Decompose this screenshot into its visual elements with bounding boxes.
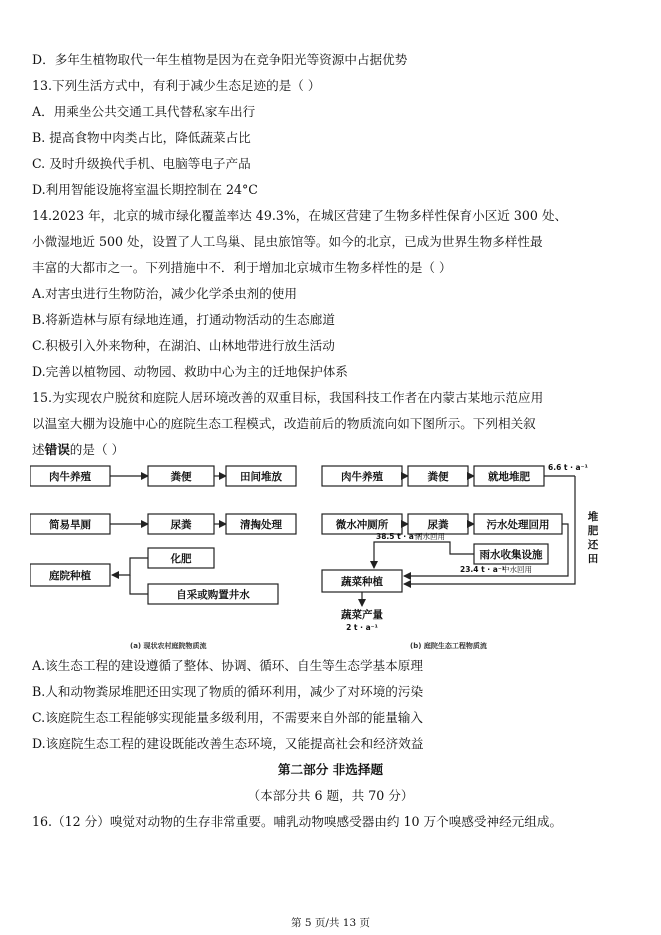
diagram-a [30, 466, 296, 650]
b-side-label-1: 堆 [587, 511, 599, 523]
b-reuse-flow-label: 中水回用 [502, 565, 532, 574]
q15-stem-line2: 以温室大棚为设施中心的庭院生态工程模式，改造前后的物质流向如下图所示。下列相关叙 [32, 416, 536, 431]
a-cattle-label: 肉牛养殖 [49, 471, 91, 483]
page-footer: 第 5 页/共 13 页 [291, 917, 370, 929]
b-side-label-4: 田 [587, 553, 599, 565]
material-flow-diagram [30, 458, 630, 653]
b-veg-label: 蔬菜种植 [341, 576, 383, 588]
section-subtitle: （本部分共 6 题，共 70 分） [247, 788, 414, 803]
q15-text-post: 的是（ ） [69, 442, 125, 457]
b-side-label-2: 肥 [587, 525, 599, 537]
b-sewage-label: 污水处理回用 [486, 519, 550, 531]
q13-option-d: D.利用智能设施将室温长期控制在 24°C [32, 182, 258, 197]
q12-option-d: D．多年生植物取代一年生植物是因为在竞争阳光等资源中占据优势 [32, 52, 408, 67]
a-caption: (a) 现状农村庭院物质流 [130, 642, 207, 650]
b-toilet-label: 微水冲厕所 [335, 519, 389, 531]
q14-stem-line3: 丰富的大都市之一。下列措施中不．利于增加北京城市生物多样性的是（ ） [32, 260, 452, 275]
q14-option-d: D.完善以植物园、动物园、救助中心为主的迁地保护体系 [32, 364, 348, 379]
a-toilet-label: 简易旱厕 [49, 519, 91, 531]
b-rain-flow: 38.5 t · a⁻¹ [376, 532, 422, 541]
b-output-value: 2 t · a⁻¹ [346, 623, 378, 632]
q14-option-c: C.积极引入外来物种，在湖泊、山林地带进行放生活动 [32, 338, 335, 353]
q15-stem-line3 [32, 442, 124, 458]
b-rain-flow-label: 雨水回用 [415, 532, 445, 541]
q15-text-pre: 述 [32, 442, 45, 457]
q15-option-d: D.该庭院生态工程的建设既能改善生态环境，又能提高社会和经济效益 [32, 736, 424, 751]
a-fertilizer-label: 化肥 [170, 553, 192, 565]
q15-option-b: B.人和动物粪尿堆肥还田实现了物质的循环利用，减少了对环境的污染 [32, 684, 424, 699]
b-reuse-flow: 23.4 t · a⁻¹ [460, 565, 506, 574]
a-urine-label: 尿粪 [170, 519, 192, 531]
b-caption: (b) 庭院生态工程物质流 [410, 642, 487, 650]
b-manure-label: 粪便 [427, 471, 449, 483]
q15-emphasis: 错误 [44, 442, 70, 457]
q13-stem: 13.下列生活方式中，有利于减少生态足迹的是（ ） [32, 78, 321, 93]
diagram-b [322, 463, 599, 650]
b-compost-label: 就地堆肥 [488, 471, 530, 483]
q14-stem-line1: 14.2023 年，北京的城市绿化覆盖率达 49.3%，在城区营建了生物多样性保育小区近 300 处、 [32, 208, 568, 223]
a-field-label: 田间堆放 [240, 471, 282, 483]
b-cattle-label: 肉牛养殖 [341, 471, 383, 483]
b-side-label-3: 还 [587, 539, 599, 551]
q15-option-c: C.该庭院生态工程能够实现能量多级利用，不需要来自外部的能量输入 [32, 710, 424, 725]
b-flow-top: 6.6 t · a⁻¹ [548, 463, 588, 472]
q13-option-a: A．用乘坐公共交通工具代替私家车出行 [32, 104, 256, 119]
section-title: 第二部分 非选择题 [277, 762, 384, 777]
q14-option-b: B.将新造林与原有绿地连通，打通动物活动的生态廊道 [32, 312, 335, 327]
q15-stem-line1: 15.为实现农户脱贫和庭院人居环境改善的双重目标，我国科技工作者在内蒙古某地示范应用 [32, 390, 544, 405]
b-output-label: 蔬菜产量 [341, 609, 383, 621]
b-urine-label: 尿粪 [427, 519, 449, 531]
q15-option-a: A.该生态工程的建设遵循了整体、协调、循环、自生等生态学基本原理 [32, 658, 423, 673]
q16-stem: 16.（12 分）嗅觉对动物的生存非常重要。哺乳动物嗅感受器由约 10 万个嗅感受神经元组成。 [32, 814, 563, 829]
q14-option-a: A.对害虫进行生物防治，减少化学杀虫剂的使用 [32, 286, 297, 301]
a-clean-label: 清掏处理 [240, 519, 282, 531]
b-rain-label: 雨水收集设施 [479, 549, 543, 561]
a-water-label: 自采或购置井水 [176, 589, 250, 601]
q13-option-c: C. 及时升级换代手机、电脑等电子产品 [32, 156, 251, 171]
q14-stem-line2: 小微湿地近 500 处，设置了人工鸟巢、昆虫旅馆等。如今的北京，已成为世界生物多样性最 [32, 234, 543, 249]
a-courtyard-label: 庭院种植 [49, 570, 91, 582]
a-manure-label: 粪便 [170, 471, 192, 483]
q13-option-b: B. 提高食物中肉类占比，降低蔬菜占比 [32, 130, 251, 145]
